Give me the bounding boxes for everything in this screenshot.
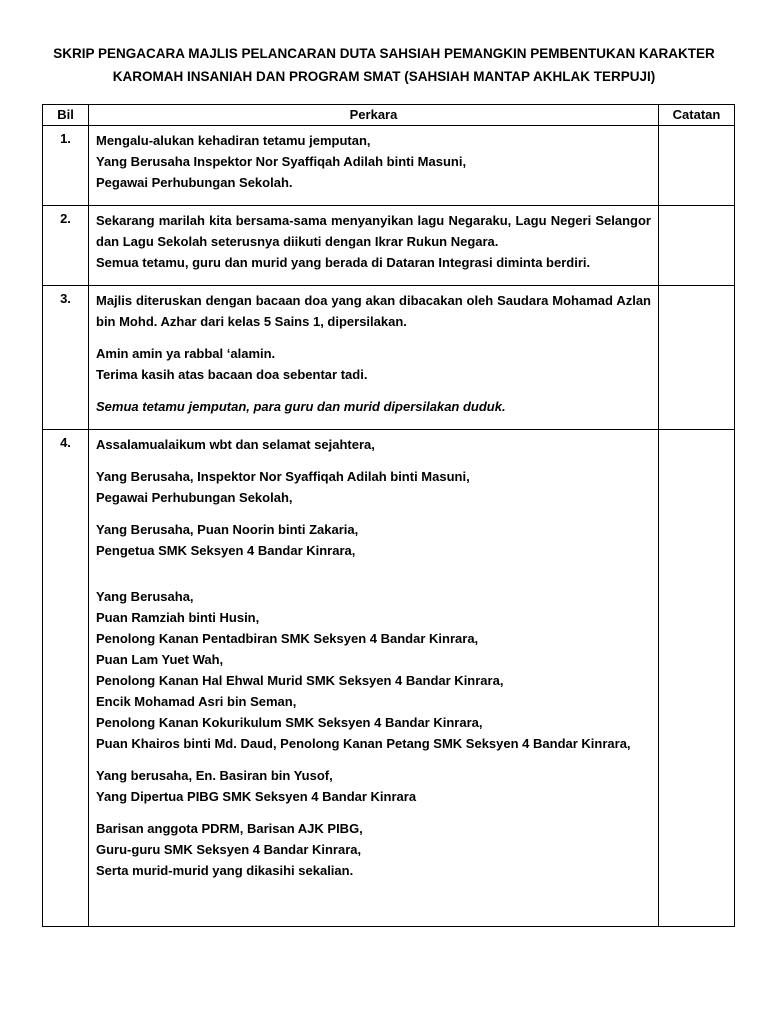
paragraph — [96, 434, 651, 455]
header-perkara: Perkara — [89, 105, 659, 126]
title-line-1: SKRIP PENGACARA MAJLIS PELANCARAN DUTA SAHSIAH PEMANGKIN PEMBENTUKAN KARAKTER — [53, 46, 715, 61]
row-content — [89, 206, 659, 286]
paragraph — [96, 210, 651, 273]
title-line-2: KAROMAH INSANIAH DAN PROGRAM SMAT (SAHSIAH MANTAP AKHLAK TERPUJI) — [112, 69, 656, 84]
text-line: Terima kasih atas bacaan doa sebentar tadi. — [96, 367, 368, 382]
text-line: Serta murid-murid yang dikasihi sekalian. — [96, 863, 354, 878]
text-line: Majlis diteruskan dengan bacaan doa yang akan dibacakan oleh Saudara Mohamad Azlan bin Mohd. Azhar dari kelas 5 Sains 1, dipersilakan. — [96, 293, 651, 329]
row-catatan — [659, 126, 735, 206]
paragraph — [96, 818, 651, 881]
paragraph — [96, 290, 651, 332]
document-title — [0, 42, 768, 88]
text-line: Sekarang marilah kita bersama-sama menyanyikan lagu Negaraku, Lagu Negeri Selangor dan Lagu Sekolah seterusnya diikuti dengan Ikrar Rukun Negara. — [96, 213, 651, 249]
text-line: Assalamualaikum wbt dan selamat sejahtera, — [96, 437, 375, 452]
text-line: Penolong Kanan Pentadbiran SMK Seksyen 4 Bandar Kinrara, — [96, 631, 479, 646]
text-line: Pengetua SMK Seksyen 4 Bandar Kinrara, — [96, 543, 356, 558]
paragraph — [96, 466, 651, 508]
text-line: Pegawai Perhubungan Sekolah, — [96, 490, 293, 505]
text-line: Yang Dipertua PIBG SMK Seksyen 4 Bandar Kinrara — [96, 789, 417, 804]
text-line: Penolong Kanan Hal Ehwal Murid SMK Seksyen 4 Bandar Kinrara, — [96, 673, 504, 688]
text-line: Semua tetamu jemputan, para guru dan murid dipersilakan duduk. — [96, 399, 506, 414]
row-content — [89, 126, 659, 206]
text-line: Yang berusaha, En. Basiran bin Yusof, — [96, 768, 333, 783]
text-line: Puan Lam Yuet Wah, — [96, 652, 224, 667]
row-number: 1. — [43, 126, 89, 206]
paragraph-italic — [96, 396, 651, 417]
table-row — [43, 286, 735, 430]
header-bil: Bil — [43, 105, 89, 126]
table-row — [43, 430, 735, 927]
text-line: Yang Berusaha, Puan Noorin binti Zakaria, — [96, 522, 359, 537]
row-number: 2. — [43, 206, 89, 286]
text-line: Guru-guru SMK Seksyen 4 Bandar Kinrara, — [96, 842, 362, 857]
text-line: Amin amin ya rabbal ‘alamin. — [96, 346, 276, 361]
table-header-row — [43, 105, 735, 126]
row-catatan — [659, 286, 735, 430]
paragraph — [96, 343, 651, 385]
text-line: Puan Khairos binti Md. Daud, Penolong Kanan Petang SMK Seksyen 4 Bandar Kinrara, — [96, 736, 631, 751]
paragraph — [96, 765, 651, 807]
text-line: Yang Berusaha, Inspektor Nor Syaffiqah Adilah binti Masuni, — [96, 469, 470, 484]
row-content — [89, 430, 659, 927]
table-row — [43, 126, 735, 206]
header-catatan: Catatan — [659, 105, 735, 126]
paragraph — [96, 586, 651, 754]
row-number: 3. — [43, 286, 89, 430]
row-content — [89, 286, 659, 430]
row-number: 4. — [43, 430, 89, 927]
text-line: Semua tetamu, guru dan murid yang berada di Dataran Integrasi diminta berdiri. — [96, 255, 591, 270]
script-table — [42, 104, 735, 927]
paragraph — [96, 519, 651, 561]
text-line: Yang Berusaha, — [96, 589, 194, 604]
text-line: Puan Ramziah binti Husin, — [96, 610, 260, 625]
paragraph — [96, 130, 651, 193]
text-line: Barisan anggota PDRM, Barisan AJK PIBG, — [96, 821, 363, 836]
row-catatan — [659, 206, 735, 286]
row-catatan — [659, 430, 735, 927]
text-line: Yang Berusaha Inspektor Nor Syaffiqah Adilah binti Masuni, — [96, 154, 467, 169]
table-row — [43, 206, 735, 286]
text-line: Encik Mohamad Asri bin Seman, — [96, 694, 297, 709]
text-line: Penolong Kanan Kokurikulum SMK Seksyen 4 Bandar Kinrara, — [96, 715, 483, 730]
text-line: Pegawai Perhubungan Sekolah. — [96, 175, 293, 190]
text-line: Mengalu-alukan kehadiran tetamu jemputan, — [96, 133, 371, 148]
